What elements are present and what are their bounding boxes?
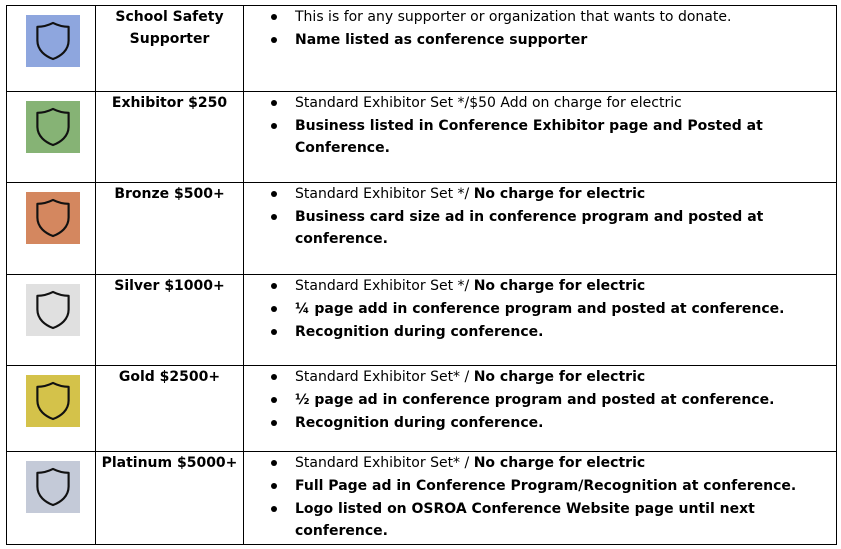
benefit-list [244,366,836,434]
benefit-item [244,183,836,205]
tier-icon-cell [7,6,96,92]
tier-icon-cell [7,275,96,366]
benefit-text: Standard Exhibitor Set */ [295,186,474,202]
tier-row [7,366,837,452]
tier-level-name: Silver $1000+ [96,275,244,366]
benefit-item [244,498,836,542]
benefit-emphasis: Recognition during conference. [295,324,544,340]
tier-badge [26,101,80,153]
benefit-item [244,29,836,51]
benefit-emphasis: Logo listed on OSROA Conference Website page until next conference. [295,501,755,539]
benefit-item [244,206,836,250]
benefit-emphasis: Name listed as conference supporter [295,32,588,48]
benefit-text: This is for any supporter or organization that wants to donate. [295,9,732,25]
tier-badge [26,461,80,513]
tier-badge [26,375,80,427]
tier-level-name: Platinum $5000+ [96,452,244,545]
shield-icon [35,198,71,238]
tier-icon-cell [7,92,96,183]
tier-benefits [244,92,837,183]
benefit-item [244,321,836,343]
benefit-emphasis: No charge for electric [473,369,646,385]
benefit-item [244,389,836,411]
benefit-text: Standard Exhibitor Set* / [295,369,474,385]
benefit-list [244,92,836,159]
tier-row [7,92,837,183]
tier-row [7,275,837,366]
tier-level-name: School Safety Supporter [96,6,244,92]
tier-benefits [244,366,837,452]
tier-row [7,6,837,92]
benefit-emphasis: Recognition during conference. [295,415,544,431]
benefit-text: Standard Exhibitor Set* / [295,455,474,471]
benefit-item [244,452,836,474]
tier-level-name: Exhibitor $250 [96,92,244,183]
benefit-item [244,366,836,388]
benefit-item [244,6,836,28]
tier-benefits [244,183,837,275]
benefit-emphasis: ¼ page add in conference program and posted at conference. [295,301,785,317]
benefit-item [244,275,836,297]
shield-icon [35,21,71,61]
benefit-item [244,298,836,320]
benefit-emphasis: No charge for electric [473,278,646,294]
shield-icon [35,467,71,507]
shield-icon [35,107,71,147]
tier-row [7,452,837,545]
benefit-list [244,275,836,343]
shield-icon [35,290,71,330]
tier-level-name: Gold $2500+ [96,366,244,452]
tier-badge [26,15,80,67]
tier-benefits [244,6,837,92]
tier-level-name: Bronze $500+ [96,183,244,275]
benefit-emphasis: Full Page ad in Conference Program/Recognition at conference. [295,478,797,494]
benefit-item [244,115,836,159]
shield-icon [35,381,71,421]
benefit-list [244,6,836,51]
tier-icon-cell [7,366,96,452]
benefit-emphasis: Business card size ad in conference program and posted at conference. [295,209,764,247]
benefit-list [244,183,836,250]
sponsorship-table-body [7,6,837,545]
benefit-emphasis: No charge for electric [473,186,646,202]
benefit-emphasis: Business listed in Conference Exhibitor page and Posted at Conference. [295,118,763,156]
tier-row [7,183,837,275]
tier-benefits [244,275,837,366]
tier-badge [26,192,80,244]
tier-benefits [244,452,837,545]
tier-icon-cell [7,183,96,275]
tier-badge [26,284,80,336]
benefit-emphasis: No charge for electric [473,455,646,471]
sponsorship-table [6,5,837,545]
benefit-item [244,412,836,434]
benefit-item [244,475,836,497]
benefit-item [244,92,836,114]
benefit-text: Standard Exhibitor Set */$50 Add on charge for electric [295,95,682,111]
benefit-list [244,452,836,542]
benefit-emphasis: ½ page ad in conference program and posted at conference. [295,392,775,408]
benefit-text: Standard Exhibitor Set */ [295,278,474,294]
tier-icon-cell [7,452,96,545]
